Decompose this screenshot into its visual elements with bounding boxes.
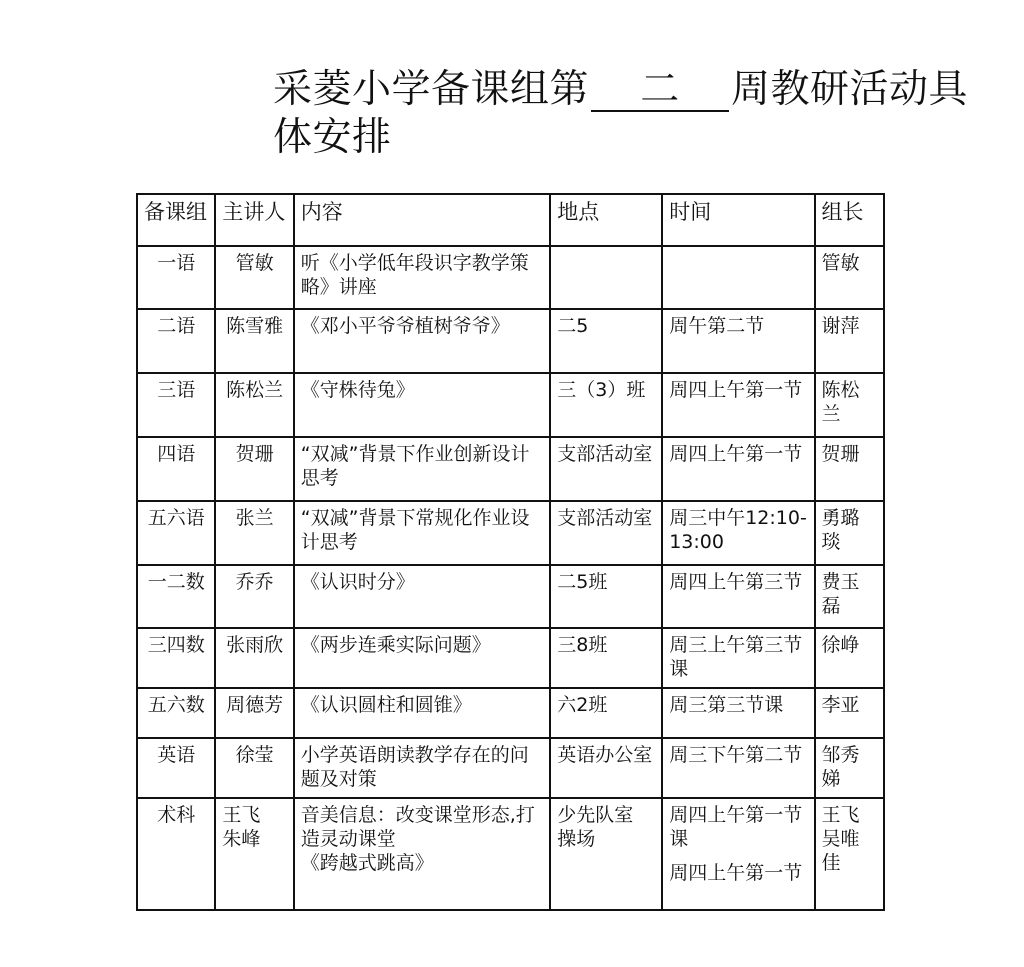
header-group: 备课组 <box>137 194 215 246</box>
cell-content: “双减”背景下作业创新设计思考 <box>294 437 550 501</box>
cell-time <box>662 246 814 309</box>
cell-group: 英语 <box>137 738 215 798</box>
cell-group: 一语 <box>137 246 215 309</box>
cell-group: 三四数 <box>137 628 215 688</box>
cell-content: 《邓小平爷爷植树爷爷》 <box>294 309 550 373</box>
title-suffix: 周教研活动具体安排 <box>273 67 969 160</box>
cell-leader: 勇璐琰 <box>815 501 884 565</box>
cell-time: 周午第二节 <box>662 309 814 373</box>
cell-time-second: 周四上午第一节 <box>669 862 803 884</box>
table-row <box>137 246 884 309</box>
cell-place: 三（3）班 <box>550 373 662 437</box>
cell-speaker: 陈雪雅 <box>215 309 293 373</box>
cell-time: 周三下午第二节 <box>662 738 814 798</box>
title-prefix: 采菱小学备课组第 <box>273 67 590 112</box>
table-row <box>137 688 884 738</box>
cell-group: 术科 <box>137 798 215 910</box>
header-leader: 组长 <box>815 194 884 246</box>
header-content: 内容 <box>294 194 550 246</box>
header-place: 地点 <box>550 194 662 246</box>
table-row <box>137 437 884 501</box>
cell-speaker: 乔乔 <box>215 565 293 628</box>
cell-time: 周四上午第一节 <box>662 373 814 437</box>
table-row <box>137 628 884 688</box>
cell-place: 三8班 <box>550 628 662 688</box>
cell-speaker: 周德芳 <box>215 688 293 738</box>
cell-place: 少先队室 操场 <box>550 798 662 910</box>
cell-content: “双减”背景下常规化作业设计思考 <box>294 501 550 565</box>
cell-group: 二语 <box>137 309 215 373</box>
cell-place: 六2班 <box>550 688 662 738</box>
cell-time: 周四上午第三节 <box>662 565 814 628</box>
cell-speaker: 管敏 <box>215 246 293 309</box>
cell-leader: 徐峥 <box>815 628 884 688</box>
schedule-table <box>136 193 885 911</box>
cell-time <box>662 798 814 910</box>
cell-content: 《两步连乘实际问题》 <box>294 628 550 688</box>
cell-leader: 谢萍 <box>815 309 884 373</box>
cell-time: 周四上午第一节 <box>662 437 814 501</box>
cell-group: 一二数 <box>137 565 215 628</box>
cell-group: 五六语 <box>137 501 215 565</box>
table-row <box>137 309 884 373</box>
table-header-row <box>137 194 884 246</box>
cell-time-first: 周四上午第一节课 <box>669 804 803 850</box>
cell-group: 五六数 <box>137 688 215 738</box>
cell-speaker: 贺珊 <box>215 437 293 501</box>
cell-place: 英语办公室 <box>550 738 662 798</box>
cell-content: 《守株待兔》 <box>294 373 550 437</box>
week-number: 二 <box>591 70 729 112</box>
table-row <box>137 798 884 910</box>
cell-group: 四语 <box>137 437 215 501</box>
cell-place: 二5 <box>550 309 662 373</box>
cell-content: 音美信息：改变课堂形态,打造灵动课堂 《跨越式跳高》 <box>294 798 550 910</box>
cell-content: 《认识时分》 <box>294 565 550 628</box>
header-speaker: 主讲人 <box>215 194 293 246</box>
cell-leader: 王飞 吴唯佳 <box>815 798 884 910</box>
cell-place: 支部活动室 <box>550 437 662 501</box>
cell-time: 周三中午12:10-13:00 <box>662 501 814 565</box>
table-row <box>137 373 884 437</box>
cell-time: 周三上午第三节课 <box>662 628 814 688</box>
table-row <box>137 501 884 565</box>
cell-content: 小学英语朗读教学存在的问题及对策 <box>294 738 550 798</box>
cell-place <box>550 246 662 309</box>
cell-speaker: 陈松兰 <box>215 373 293 437</box>
cell-speaker: 张兰 <box>215 501 293 565</box>
cell-speaker: 张雨欣 <box>215 628 293 688</box>
cell-leader: 费玉磊 <box>815 565 884 628</box>
table-row <box>137 738 884 798</box>
cell-content: 听《小学低年段识字教学策略》讲座 <box>294 246 550 309</box>
cell-leader: 贺珊 <box>815 437 884 501</box>
cell-speaker: 王飞 朱峰 <box>215 798 293 910</box>
table-row <box>137 565 884 628</box>
cell-group: 三语 <box>137 373 215 437</box>
cell-place: 支部活动室 <box>550 501 662 565</box>
cell-speaker: 徐莹 <box>215 738 293 798</box>
cell-time: 周三第三节课 <box>662 688 814 738</box>
cell-leader: 管敏 <box>815 246 884 309</box>
cell-content: 《认识圆柱和圆锥》 <box>294 688 550 738</box>
cell-leader: 陈松兰 <box>815 373 884 437</box>
cell-leader: 邹秀娣 <box>815 738 884 798</box>
cell-place: 二5班 <box>550 565 662 628</box>
cell-leader: 李亚 <box>815 688 884 738</box>
header-time: 时间 <box>662 194 814 246</box>
page-title <box>273 66 973 162</box>
